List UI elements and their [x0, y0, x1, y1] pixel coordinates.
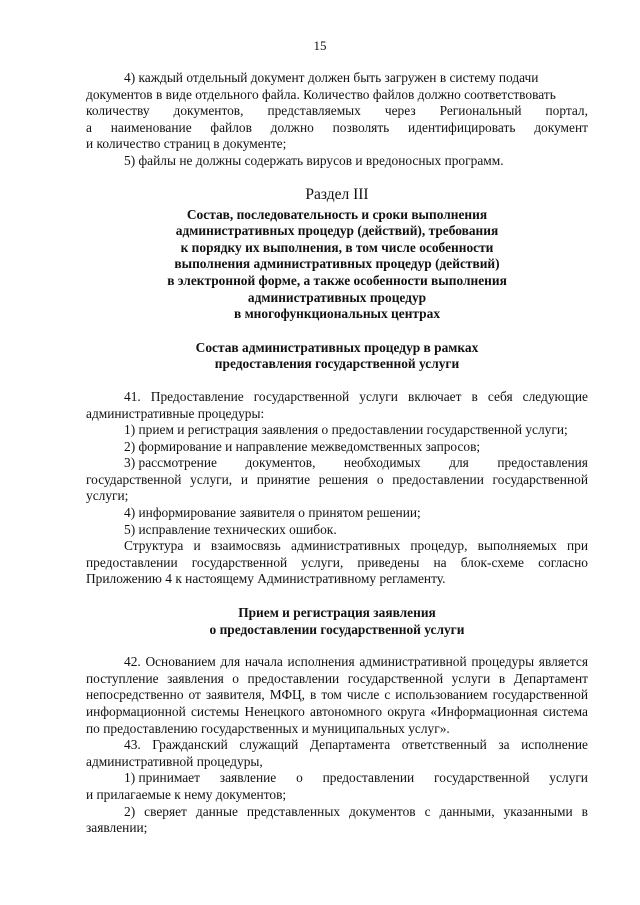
section-title-line: выполнения административных процедур (действий)	[174, 256, 500, 272]
step-1-rest: и прилагаемые к нему документов;	[86, 786, 287, 802]
item-4-line-2: документов в виде отдельного файла. Количество файлов должно соответствовать	[86, 86, 556, 102]
word: а	[86, 119, 92, 135]
item-5: 5) файлы не должны содержать вирусов и вредоносных программ.	[124, 152, 504, 168]
subsection-1-heading	[86, 340, 588, 373]
page-content	[86, 70, 588, 837]
procedure-item-3-rest: государственной услуги, и принятие решения о предоставлении государственной услуги;	[86, 471, 588, 504]
word: через	[384, 103, 416, 119]
word: необходимых	[343, 455, 421, 471]
section-title-line: административных процедур (действий), требования	[175, 223, 499, 239]
paragraph-41: 41. Предоставление государственной услуги включает в себя следующие административные процедуры:	[86, 388, 588, 421]
section-title-line: к порядку их выполнения, в том числе особенности	[180, 239, 494, 255]
procedure-item-4: 4) информирование заявителя о принятом решении;	[124, 505, 421, 521]
word: о	[296, 770, 303, 786]
page-number: 15	[313, 38, 327, 53]
paragraph-43: 43. Гражданский служащий Департамента ответственный за исполнение административной процедуры,	[86, 737, 588, 769]
step-2: 2) сверяет данные представленных документов с данными, указанными в заявлении;	[86, 803, 588, 836]
word: количеству	[86, 103, 150, 119]
word: 1) принимает	[124, 770, 200, 786]
word: наименование	[110, 119, 192, 135]
word: документов,	[245, 455, 316, 471]
item-4-line-4	[86, 120, 588, 137]
word: предоставления	[497, 455, 588, 471]
heading-line: о предоставлении государственной услуги	[209, 621, 465, 637]
word: заявление	[219, 770, 277, 786]
procedure-item-5: 5) исправление технических ошибок.	[124, 521, 337, 537]
subsection-2-heading	[86, 605, 588, 638]
word: 3) рассмотрение	[124, 455, 217, 471]
section-title-line: Состав, последовательность и сроки выполнения	[186, 206, 488, 222]
section-title-line: в электронной форме, а также особенности выполнения	[167, 272, 507, 288]
step-1-line-1	[86, 770, 588, 787]
section-label: Раздел III	[305, 185, 369, 203]
procedure-item-3-line-1	[86, 455, 588, 472]
word: идентифицировать	[408, 119, 516, 135]
structure-paragraph: Структура и взаимосвязь административных процедур, выполняемых при предоставлении государственной услуги, приведены на блок-схеме согласно Приложению 4 к настоящему Административному регламенту.	[86, 538, 588, 587]
word: представляемых	[267, 103, 361, 119]
heading-line: Состав административных процедур в рамках	[195, 339, 479, 355]
item-4-line-5: и количество страниц в документе;	[86, 136, 287, 152]
word: должно	[270, 119, 314, 135]
section-title	[86, 207, 588, 323]
word: предоставлении	[322, 770, 415, 786]
procedure-item-2: 2) формирование и направление межведомственных запросов;	[124, 438, 481, 454]
procedure-item-1: 1) прием и регистрация заявления о предоставлении государственной услуги;	[124, 422, 568, 438]
word: услуги	[549, 770, 588, 786]
word: государственной	[434, 770, 530, 786]
word: для	[449, 455, 469, 471]
item-4-line-3	[86, 103, 588, 120]
paragraph-42: 42. Основанием для начала исполнения административной процедуры является поступление заявления о предоставлении государственной услуги в Департамент непосредственно от заявителя, МФЦ, в том числе с использованием государственной информационной системы Ненецкого автономного округа «Информационная система по предоставлению государственных и муниципальных услуг».	[86, 654, 588, 736]
word: портал,	[545, 103, 588, 119]
word: документов,	[173, 103, 244, 119]
word: позволять	[332, 119, 390, 135]
word: файлов	[210, 119, 252, 135]
section-title-line: в многофункциональных центрах	[233, 306, 441, 322]
section-title-line: административных процедур	[247, 289, 427, 305]
item-4-line-1: 4) каждый отдельный документ должен быть загружен в систему подачи	[124, 70, 539, 85]
word: Региональный	[439, 103, 522, 119]
heading-line: Прием и регистрация заявления	[238, 605, 436, 621]
word: документ	[534, 119, 588, 135]
heading-line: предоставления государственной услуги	[214, 356, 460, 372]
